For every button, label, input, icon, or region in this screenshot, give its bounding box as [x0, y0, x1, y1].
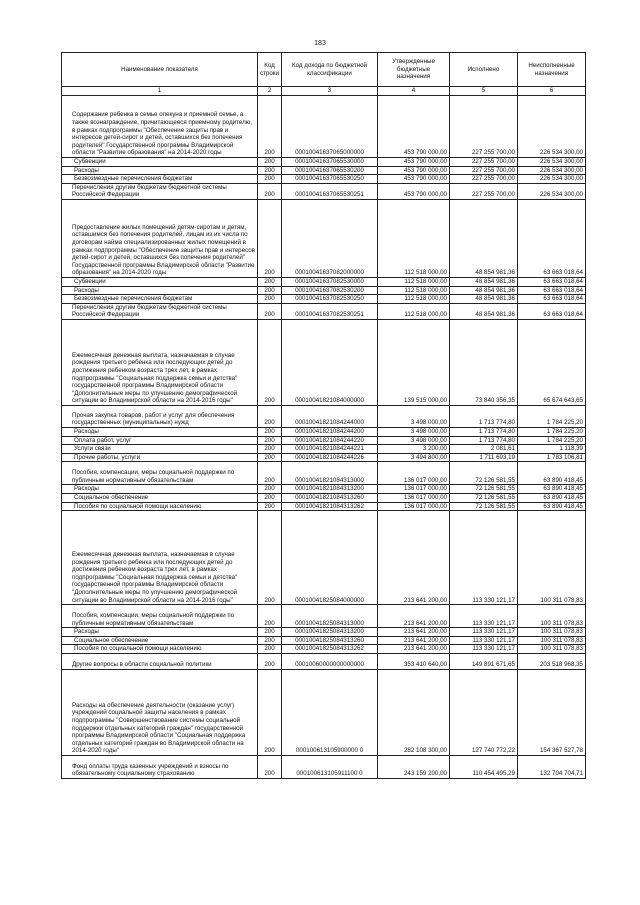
- cell-plan: 453 790 000,00: [378, 96, 450, 158]
- table-row: [62, 183, 586, 199]
- cell-done: 110 454 495,29: [450, 755, 518, 778]
- cell-done: 48 854 981,36: [450, 277, 518, 286]
- table-row: [62, 511, 586, 605]
- cell-rest: 63 663 018,64: [518, 303, 586, 319]
- cell-name: Фонд оплаты труда казенных учреждений и взносы по обязательному социальному страхованию: [62, 755, 258, 778]
- cell-done: 72 126 581,55: [450, 493, 518, 502]
- cell-plan: 112 518 000,00: [378, 286, 450, 295]
- cell-rest: 100 311 078,83: [518, 628, 586, 637]
- table-row: [62, 295, 586, 304]
- cell-done: 227 255 700,00: [450, 175, 518, 184]
- cell-code: 200: [258, 755, 282, 778]
- cell-rest: 226 534 300,00: [518, 175, 586, 184]
- cell-rest: 1 784 225,20: [518, 405, 586, 427]
- cell-rest: 65 674 643,65: [518, 319, 586, 405]
- cell-rest: 63 890 418,45: [518, 493, 586, 502]
- header-rest: Неисполненные назначения: [518, 53, 586, 87]
- table-row: [62, 485, 586, 494]
- table-row: [62, 453, 586, 462]
- cell-rest: 132 704 704,71: [518, 755, 586, 778]
- cell-plan: 136 017 000,00: [378, 493, 450, 502]
- cell-rest: 1 784 225,20: [518, 436, 586, 445]
- cell-rest: 63 890 418,45: [518, 485, 586, 494]
- cell-done: 113 330 121,17: [450, 636, 518, 645]
- header-done: Исполнено: [450, 53, 518, 87]
- cell-kbk: 00010041821084244221: [282, 445, 378, 454]
- cell-plan: 112 518 000,00: [378, 303, 450, 319]
- cell-name: Другие вопросы в области социальной политики: [62, 653, 258, 669]
- header-plan: Утвержденные бюджетные назначения: [378, 53, 450, 87]
- cell-code: 200: [258, 462, 282, 485]
- cell-plan: 453 790 000,00: [378, 175, 450, 184]
- cell-rest: 100 311 078,83: [518, 605, 586, 628]
- column-number: 6: [518, 87, 586, 96]
- cell-rest: 63 663 018,64: [518, 295, 586, 304]
- cell-kbk: 00010041825084000000: [282, 511, 378, 605]
- cell-code: 200: [258, 628, 282, 637]
- cell-code: 200: [258, 493, 282, 502]
- cell-rest: 100 311 078,83: [518, 645, 586, 654]
- cell-done: 2 081,61: [450, 445, 518, 454]
- cell-rest: 63 890 418,45: [518, 462, 586, 485]
- cell-name: Ежемесячная денежная выплата, назначаемая в случае рождения третьего ребенка или последующих детей до достижения ребенком возраста трех лет, в рамках подпрограммы "Социальная поддержка семьи и детства" государственной программы Владимирской области "Дополнительные меры по улучшению демографической ситуации во Владимирской области на 2014-2016 годы": [62, 319, 258, 405]
- cell-name: Субвенции: [62, 158, 258, 167]
- cell-plan: 112 518 000,00: [378, 277, 450, 286]
- cell-code: 200: [258, 295, 282, 304]
- cell-rest: 226 534 300,00: [518, 96, 586, 158]
- table-row: [62, 96, 586, 158]
- column-number: 5: [450, 87, 518, 96]
- cell-name: Расходы: [62, 166, 258, 175]
- cell-kbk: 00010041637082530200: [282, 286, 378, 295]
- cell-code: 200: [258, 405, 282, 427]
- cell-code: 200: [258, 436, 282, 445]
- cell-code: 200: [258, 166, 282, 175]
- cell-rest: 63 663 018,64: [518, 286, 586, 295]
- cell-code: 200: [258, 511, 282, 605]
- cell-rest: 63 890 418,45: [518, 502, 586, 511]
- cell-code: 200: [258, 427, 282, 436]
- cell-kbk: 00010041825084313200: [282, 628, 378, 637]
- cell-done: 113 330 121,17: [450, 511, 518, 605]
- cell-plan: 3 498 000,00: [378, 436, 450, 445]
- cell-rest: 226 534 300,00: [518, 166, 586, 175]
- cell-kbk: 00010041821084313262: [282, 502, 378, 511]
- cell-done: 48 854 981,36: [450, 303, 518, 319]
- cell-name: Перечисления другим бюджетам бюджетной системы Российской Федерации: [62, 303, 258, 319]
- cell-rest: 100 311 078,83: [518, 636, 586, 645]
- table-row: [62, 175, 586, 184]
- table-row: [62, 493, 586, 502]
- cell-kbk: 00010041637065530200: [282, 166, 378, 175]
- table-row: [62, 277, 586, 286]
- table-row: [62, 286, 586, 295]
- cell-plan: 136 017 000,00: [378, 462, 450, 485]
- cell-plan: 213 641 200,00: [378, 511, 450, 605]
- cell-rest: 63 663 018,64: [518, 277, 586, 286]
- header-name: Наименование показателя: [62, 53, 258, 87]
- table-row: [62, 645, 586, 654]
- cell-name: Социальное обеспечение: [62, 636, 258, 645]
- cell-plan: 453 790 000,00: [378, 158, 450, 167]
- cell-kbk: 00010041825084313000: [282, 605, 378, 628]
- cell-name: Безвозмездные перечисления бюджетам: [62, 295, 258, 304]
- cell-plan: 213 641 200,00: [378, 645, 450, 654]
- cell-name: Безвозмездные перечисления бюджетам: [62, 175, 258, 184]
- cell-name: Расходы: [62, 427, 258, 436]
- cell-done: 1 713 774,80: [450, 427, 518, 436]
- cell-name: Предоставление жилых помещений детям-сиротам и детям, оставшимся без попечения родителей, лицам из их числа по договорам найма специализированных жилых помещений в рамках подпрограммы "Обеспечение защиты прав и интересов детей-сирот и детей, оставшихся без попечения родителей" Государственной программы Владимирской области "Развитие образования" на 2014-2020 годы: [62, 199, 258, 277]
- cell-name: Пособия по социальной помощи населению: [62, 502, 258, 511]
- cell-done: 1 711 693,19: [450, 453, 518, 462]
- column-number-row: [62, 87, 586, 96]
- table-row: [62, 653, 586, 669]
- cell-rest: 1 783 106,81: [518, 453, 586, 462]
- column-number: 4: [378, 87, 450, 96]
- cell-done: 72 126 581,55: [450, 462, 518, 485]
- cell-code: 200: [258, 453, 282, 462]
- cell-done: 48 854 981,36: [450, 286, 518, 295]
- table-header-row: [62, 53, 586, 87]
- cell-name: Содержание ребенка в семье опекуна и приемной семье, а также вознаграждение, причитающееся приемному родителю, в рамках подпрограммы "Обеспечение защиты прав и интересов детей-сирот и детей, оставшихся без попечения родителей" Государственной программы Владимирской области "Развитие образования" на 2014-2020 годы: [62, 96, 258, 158]
- cell-plan: 136 017 000,00: [378, 485, 450, 494]
- cell-kbk: 00010041821084313260: [282, 493, 378, 502]
- cell-kbk: 00010041821084244200: [282, 427, 378, 436]
- cell-kbk: 00010041821084244226: [282, 453, 378, 462]
- cell-plan: 213 641 200,00: [378, 636, 450, 645]
- cell-name: Расходы на обеспечение деятельности (оказание услуг) учреждений социальной защиты населения в рамках подпрограммы "Совершенствование системы социальной поддержки отдельных категорий граждан" государственной программы Владимирской области "Социальная поддержка отдельных категорий граждан во Владимирской области на 2014-2020 годы": [62, 669, 258, 755]
- cell-name: Оплата работ, услуг: [62, 436, 258, 445]
- cell-name: Прочие работы, услуги: [62, 453, 258, 462]
- cell-kbk: 00010041637082530000: [282, 277, 378, 286]
- table-row: [62, 628, 586, 637]
- cell-plan: 3 494 800,00: [378, 453, 450, 462]
- table-row: [62, 669, 586, 755]
- table-row: [62, 605, 586, 628]
- cell-kbk: 00010041637082530250: [282, 295, 378, 304]
- cell-rest: 100 311 078,83: [518, 511, 586, 605]
- cell-code: 200: [258, 653, 282, 669]
- cell-rest: 63 663 018,64: [518, 199, 586, 277]
- table-row: [62, 427, 586, 436]
- cell-plan: 213 641 200,00: [378, 628, 450, 637]
- cell-plan: 112 518 000,00: [378, 295, 450, 304]
- cell-done: 227 255 700,00: [450, 166, 518, 175]
- cell-done: 72 126 581,55: [450, 485, 518, 494]
- cell-code: 200: [258, 286, 282, 295]
- cell-plan: 3 200,00: [378, 445, 450, 454]
- column-number: 2: [258, 87, 282, 96]
- cell-name: Расходы: [62, 286, 258, 295]
- cell-kbk: 00010041825084313262: [282, 645, 378, 654]
- cell-done: 113 330 121,17: [450, 645, 518, 654]
- cell-kbk: 00010041637065530250: [282, 175, 378, 184]
- cell-plan: 453 790 000,00: [378, 166, 450, 175]
- cell-kbk: 000100613105900000 0: [282, 669, 378, 755]
- cell-plan: 282 108 300,00: [378, 669, 450, 755]
- cell-kbk: 00010041637082000000: [282, 199, 378, 277]
- cell-code: 200: [258, 636, 282, 645]
- cell-plan: 112 518 000,00: [378, 199, 450, 277]
- column-number: 1: [62, 87, 258, 96]
- cell-rest: 1 784 225,20: [518, 427, 586, 436]
- cell-done: 149 891 671,65: [450, 653, 518, 669]
- cell-code: 200: [258, 199, 282, 277]
- cell-plan: 353 410 640,00: [378, 653, 450, 669]
- cell-done: 72 126 581,55: [450, 502, 518, 511]
- table-row: [62, 462, 586, 485]
- cell-kbk: 00010041821084244220: [282, 436, 378, 445]
- cell-done: 73 840 356,35: [450, 319, 518, 405]
- cell-name: Ежемесячная денежная выплата, назначаемая в случае рождения третьего ребенка или последующих детей до достижения ребенком возраста трех лет, в рамках подпрограммы "Социальная поддержка семьи и детства" государственной программы Владимирской области "Дополнительные меры по улучшению демографической ситуации во Владимирской области на 2014-2016 годы": [62, 511, 258, 605]
- cell-done: 1 713 774,80: [450, 436, 518, 445]
- cell-plan: 3 498 000,00: [378, 405, 450, 427]
- cell-rest: 154 367 527,78: [518, 669, 586, 755]
- table-row: [62, 445, 586, 454]
- cell-kbk: 00010041825084313260: [282, 636, 378, 645]
- cell-plan: 3 498 000,00: [378, 427, 450, 436]
- cell-plan: 243 159 200,00: [378, 755, 450, 778]
- cell-name: Услуги связи: [62, 445, 258, 454]
- header-kbk: Код дохода по бюджетной классификации: [282, 53, 378, 87]
- cell-rest: 226 534 300,00: [518, 183, 586, 199]
- table-row: [62, 166, 586, 175]
- cell-code: 200: [258, 96, 282, 158]
- table-row: [62, 319, 586, 405]
- cell-done: 227 255 700,00: [450, 183, 518, 199]
- cell-done: 113 330 121,17: [450, 605, 518, 628]
- cell-done: 127 740 772,22: [450, 669, 518, 755]
- cell-code: 200: [258, 669, 282, 755]
- cell-code: 200: [258, 175, 282, 184]
- table-row: [62, 636, 586, 645]
- cell-name: Перечисления другим бюджетам бюджетной системы Российской Федерации: [62, 183, 258, 199]
- cell-name: Расходы: [62, 485, 258, 494]
- cell-plan: 139 515 000,00: [378, 319, 450, 405]
- cell-kbk: 00010041821084313200: [282, 485, 378, 494]
- cell-done: 48 854 981,36: [450, 295, 518, 304]
- cell-code: 200: [258, 158, 282, 167]
- cell-name: Пособия, компенсации, меры социальной поддержки по публичным нормативным обязательствам: [62, 462, 258, 485]
- cell-kbk: 00010041637065530000: [282, 158, 378, 167]
- table-row: [62, 158, 586, 167]
- page-number: 183: [314, 40, 326, 47]
- column-number: 3: [282, 87, 378, 96]
- cell-rest: 203 518 968,35: [518, 653, 586, 669]
- cell-plan: 213 641 200,00: [378, 605, 450, 628]
- cell-kbk: 00010060000000000000: [282, 653, 378, 669]
- cell-name: Пособия по социальной помощи населению: [62, 645, 258, 654]
- cell-kbk: 00010041821084000000: [282, 319, 378, 405]
- cell-rest: 226 534 300,00: [518, 158, 586, 167]
- cell-done: 1 713 774,80: [450, 405, 518, 427]
- cell-rest: 1 118,39: [518, 445, 586, 454]
- cell-plan: 136 017 000,00: [378, 502, 450, 511]
- cell-name: Социальное обеспечение: [62, 493, 258, 502]
- table-row: [62, 755, 586, 778]
- cell-kbk: 000100613105911100 0: [282, 755, 378, 778]
- cell-code: 200: [258, 645, 282, 654]
- cell-code: 200: [258, 605, 282, 628]
- budget-execution-table: [61, 52, 586, 779]
- table-row: [62, 405, 586, 427]
- table-row: [62, 436, 586, 445]
- cell-name: Субвенции: [62, 277, 258, 286]
- cell-kbk: 00010041637082530251: [282, 303, 378, 319]
- cell-code: 200: [258, 277, 282, 286]
- cell-kbk: 00010041821084313000: [282, 462, 378, 485]
- cell-code: 200: [258, 303, 282, 319]
- cell-name: Расходы: [62, 628, 258, 637]
- header-code: Код строки: [258, 53, 282, 87]
- table-body: [62, 96, 586, 779]
- cell-name: Прочая закупка товаров, работ и услуг для обеспечения государственных (муниципальных) нужд: [62, 405, 258, 427]
- cell-code: 200: [258, 485, 282, 494]
- cell-done: 113 330 121,17: [450, 628, 518, 637]
- table-row: [62, 199, 586, 277]
- cell-plan: 453 790 000,00: [378, 183, 450, 199]
- cell-code: 200: [258, 445, 282, 454]
- table-row: [62, 303, 586, 319]
- cell-name: Пособия, компенсации, меры социальной поддержки по публичным нормативным обязательствам: [62, 605, 258, 628]
- cell-kbk: 00010041637065530251: [282, 183, 378, 199]
- table-row: [62, 502, 586, 511]
- cell-kbk: 00010041637065000000: [282, 96, 378, 158]
- cell-done: 227 255 700,00: [450, 96, 518, 158]
- cell-done: 48 854 981,36: [450, 199, 518, 277]
- cell-done: 227 255 700,00: [450, 158, 518, 167]
- cell-code: 200: [258, 502, 282, 511]
- cell-code: 200: [258, 183, 282, 199]
- cell-code: 200: [258, 319, 282, 405]
- cell-kbk: 00010041821084244000: [282, 405, 378, 427]
